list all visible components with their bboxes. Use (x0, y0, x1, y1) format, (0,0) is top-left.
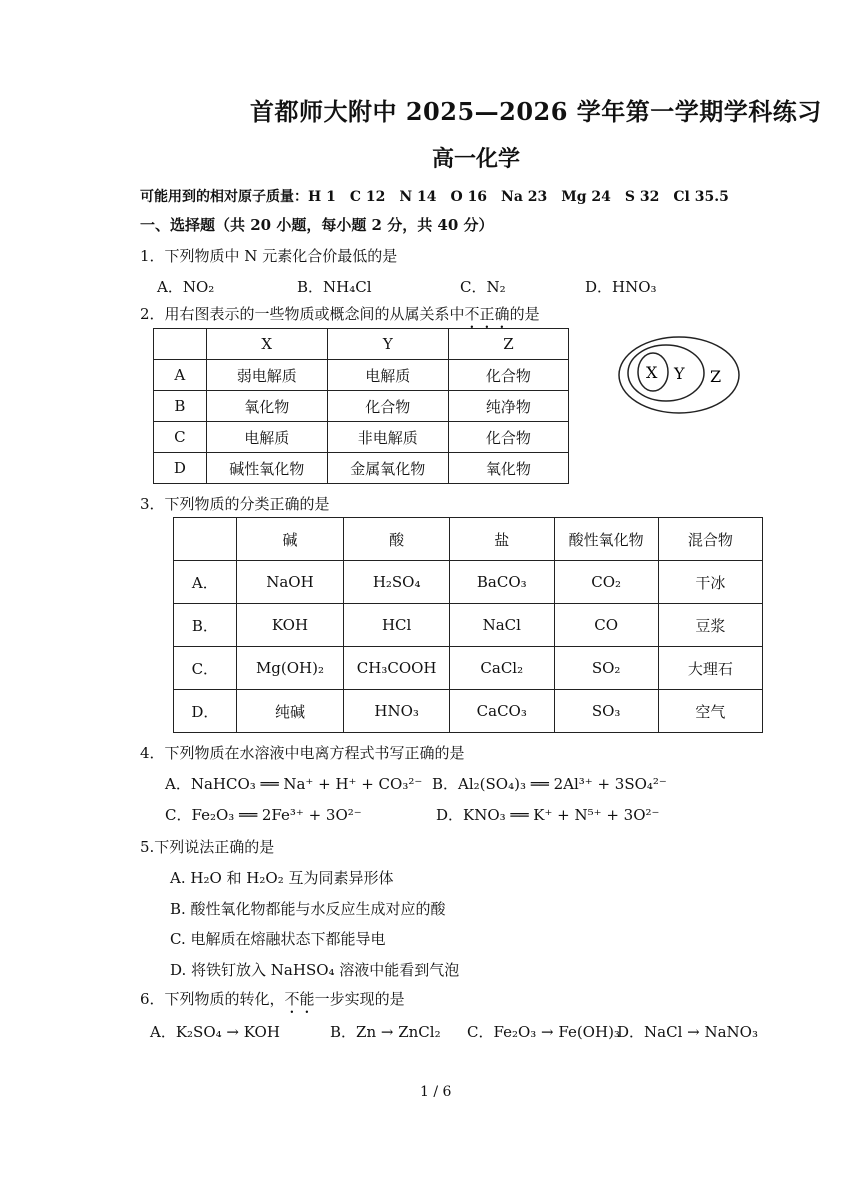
q4-option-b: B．Al₂(SO₄)₃ ══ 2Al³⁺ + 3SO₄²⁻ (432, 775, 667, 793)
table-cell: CaCl₂ (450, 647, 554, 690)
table-cell: 碱性氧化物 (206, 453, 327, 484)
page-number: 1 / 6 (420, 1084, 452, 1100)
q6-option-d: D．NaCl → NaNO₃ (617, 1023, 758, 1041)
ellipse-y (628, 345, 704, 401)
table-cell: 弱电解质 (206, 360, 327, 391)
table-cell: NaCl (450, 604, 554, 647)
table-cell: A (154, 360, 207, 391)
table-cell: 纯净物 (448, 391, 568, 422)
table-cell: 氧化物 (206, 391, 327, 422)
table-header-cell: 混合物 (658, 518, 762, 561)
q4-option-a: A．NaHCO₃ ══ Na⁺ + H⁺ + CO₃²⁻ (165, 775, 423, 793)
table-cell: NaOH (236, 561, 344, 604)
table-cell: HNO₃ (344, 690, 450, 733)
q1-option-c: C．N₂ (460, 278, 506, 296)
table-header-cell (174, 518, 237, 561)
table-cell: 干冰 (658, 561, 762, 604)
q5-option-a: A. H₂O 和 H₂O₂ 互为同素异形体 (170, 869, 394, 887)
table-cell: CaCO₃ (450, 690, 554, 733)
table-cell: 化合物 (448, 422, 568, 453)
table-cell: H₂SO₄ (344, 561, 450, 604)
q3-stem: 3．下列物质的分类正确的是 (140, 495, 330, 513)
diagram-label-y: Y (674, 364, 685, 383)
nested-ellipse-diagram (614, 332, 744, 418)
q6-option-b: B．Zn → ZnCl₂ (330, 1023, 441, 1041)
table-row (154, 360, 569, 391)
table-row (174, 647, 763, 690)
table-cell: 豆浆 (658, 604, 762, 647)
q6-stem-prefix: 6．下列物质的转化， (140, 990, 285, 1008)
q1-stem: 1．下列物质中 N 元素化合价最低的是 (140, 247, 398, 265)
table-cell: C (154, 422, 207, 453)
q1-option-b: B．NH₄Cl (297, 278, 372, 296)
q5-option-b: B. 酸性氧化物都能与水反应生成对应的酸 (170, 900, 446, 918)
table-header-row (174, 518, 763, 561)
table-cell: 氧化物 (448, 453, 568, 484)
q6-stem (140, 988, 405, 1017)
diagram-label-z: Z (710, 367, 722, 386)
atomic-masses: 可能用到的相对原子质量：H 1 C 12 N 14 O 16 Na 23 Mg 24 S 32 Cl 35.5 (140, 189, 729, 205)
table-header-cell: 碱 (236, 518, 344, 561)
exam-title: 首都师大附中 2025—2026 学年第一学期学科练习 (250, 97, 822, 126)
table-cell: 大理石 (658, 647, 762, 690)
table-cell: C． (174, 647, 237, 690)
table-cell: BaCO₃ (450, 561, 554, 604)
table-cell: B． (174, 604, 237, 647)
table-cell: B (154, 391, 207, 422)
q4-option-c: C．Fe₂O₃ ══ 2Fe³⁺ + 3O²⁻ (165, 806, 362, 824)
table-cell: SO₃ (554, 690, 658, 733)
table-cell: D (154, 453, 207, 484)
section-heading: 一、选择题（共 20 小题，每小题 2 分，共 40 分） (140, 216, 494, 234)
q6-stem-suffix: 一步实现的是 (314, 990, 405, 1008)
q5-stem: 5.下列说法正确的是 (140, 838, 275, 856)
q6-option-c: C．Fe₂O₃ → Fe(OH)₃ (467, 1023, 620, 1041)
table-header-row (154, 329, 569, 360)
q6-stem-emphasis: 不能 (284, 990, 315, 1008)
table-cell: 电解质 (327, 360, 448, 391)
table-cell: KOH (236, 604, 344, 647)
table-cell: CH₃COOH (344, 647, 450, 690)
table-cell: CO₂ (554, 561, 658, 604)
table-header-cell: X (206, 329, 327, 360)
exam-subject: 高一化学 (432, 146, 521, 172)
q4-stem: 4．下列物质在水溶液中电离方程式书写正确的是 (140, 744, 465, 762)
table-header-cell: Z (448, 329, 568, 360)
table-row (174, 604, 763, 647)
table-row (154, 391, 569, 422)
table-cell: SO₂ (554, 647, 658, 690)
table-cell: Mg(OH)₂ (236, 647, 344, 690)
table-cell: 电解质 (206, 422, 327, 453)
table-cell: 化合物 (448, 360, 568, 391)
table-header-cell: Y (327, 329, 448, 360)
q4-option-d: D．KNO₃ ══ K⁺ + N⁵⁺ + 3O²⁻ (436, 806, 660, 824)
table-cell: A． (174, 561, 237, 604)
table-header-cell: 盐 (450, 518, 554, 561)
table-cell: D． (174, 690, 237, 733)
table-cell: 纯碱 (236, 690, 344, 733)
table-cell: CO (554, 604, 658, 647)
table-cell: 金属氧化物 (327, 453, 448, 484)
table-row (174, 690, 763, 733)
table-cell: 非电解质 (327, 422, 448, 453)
q2-table (153, 328, 569, 484)
table-row (154, 422, 569, 453)
table-cell: HCl (344, 604, 450, 647)
table-cell: 空气 (658, 690, 762, 733)
q6-option-a: A．K₂SO₄ → KOH (150, 1023, 280, 1041)
q5-option-c: C. 电解质在熔融状态下都能导电 (170, 930, 386, 948)
q3-table (173, 517, 763, 733)
q1-option-a: A．NO₂ (157, 278, 215, 296)
q2-stem-suffix: 的是 (509, 305, 540, 323)
diagram-label-x: X (646, 363, 658, 382)
q2-stem-prefix: 2．用右图表示的一些物质或概念间的从属关系中 (140, 305, 465, 323)
table-cell: 化合物 (327, 391, 448, 422)
q1-option-d: D．HNO₃ (585, 278, 657, 296)
q2-stem-emphasis: 不正确 (464, 305, 510, 323)
q5-option-d: D. 将铁钉放入 NaHSO₄ 溶液中能看到气泡 (170, 961, 460, 979)
table-header-cell: 酸性氧化物 (554, 518, 658, 561)
table-header-cell: 酸 (344, 518, 450, 561)
table-header-cell (154, 329, 207, 360)
table-row (154, 453, 569, 484)
table-row (174, 561, 763, 604)
